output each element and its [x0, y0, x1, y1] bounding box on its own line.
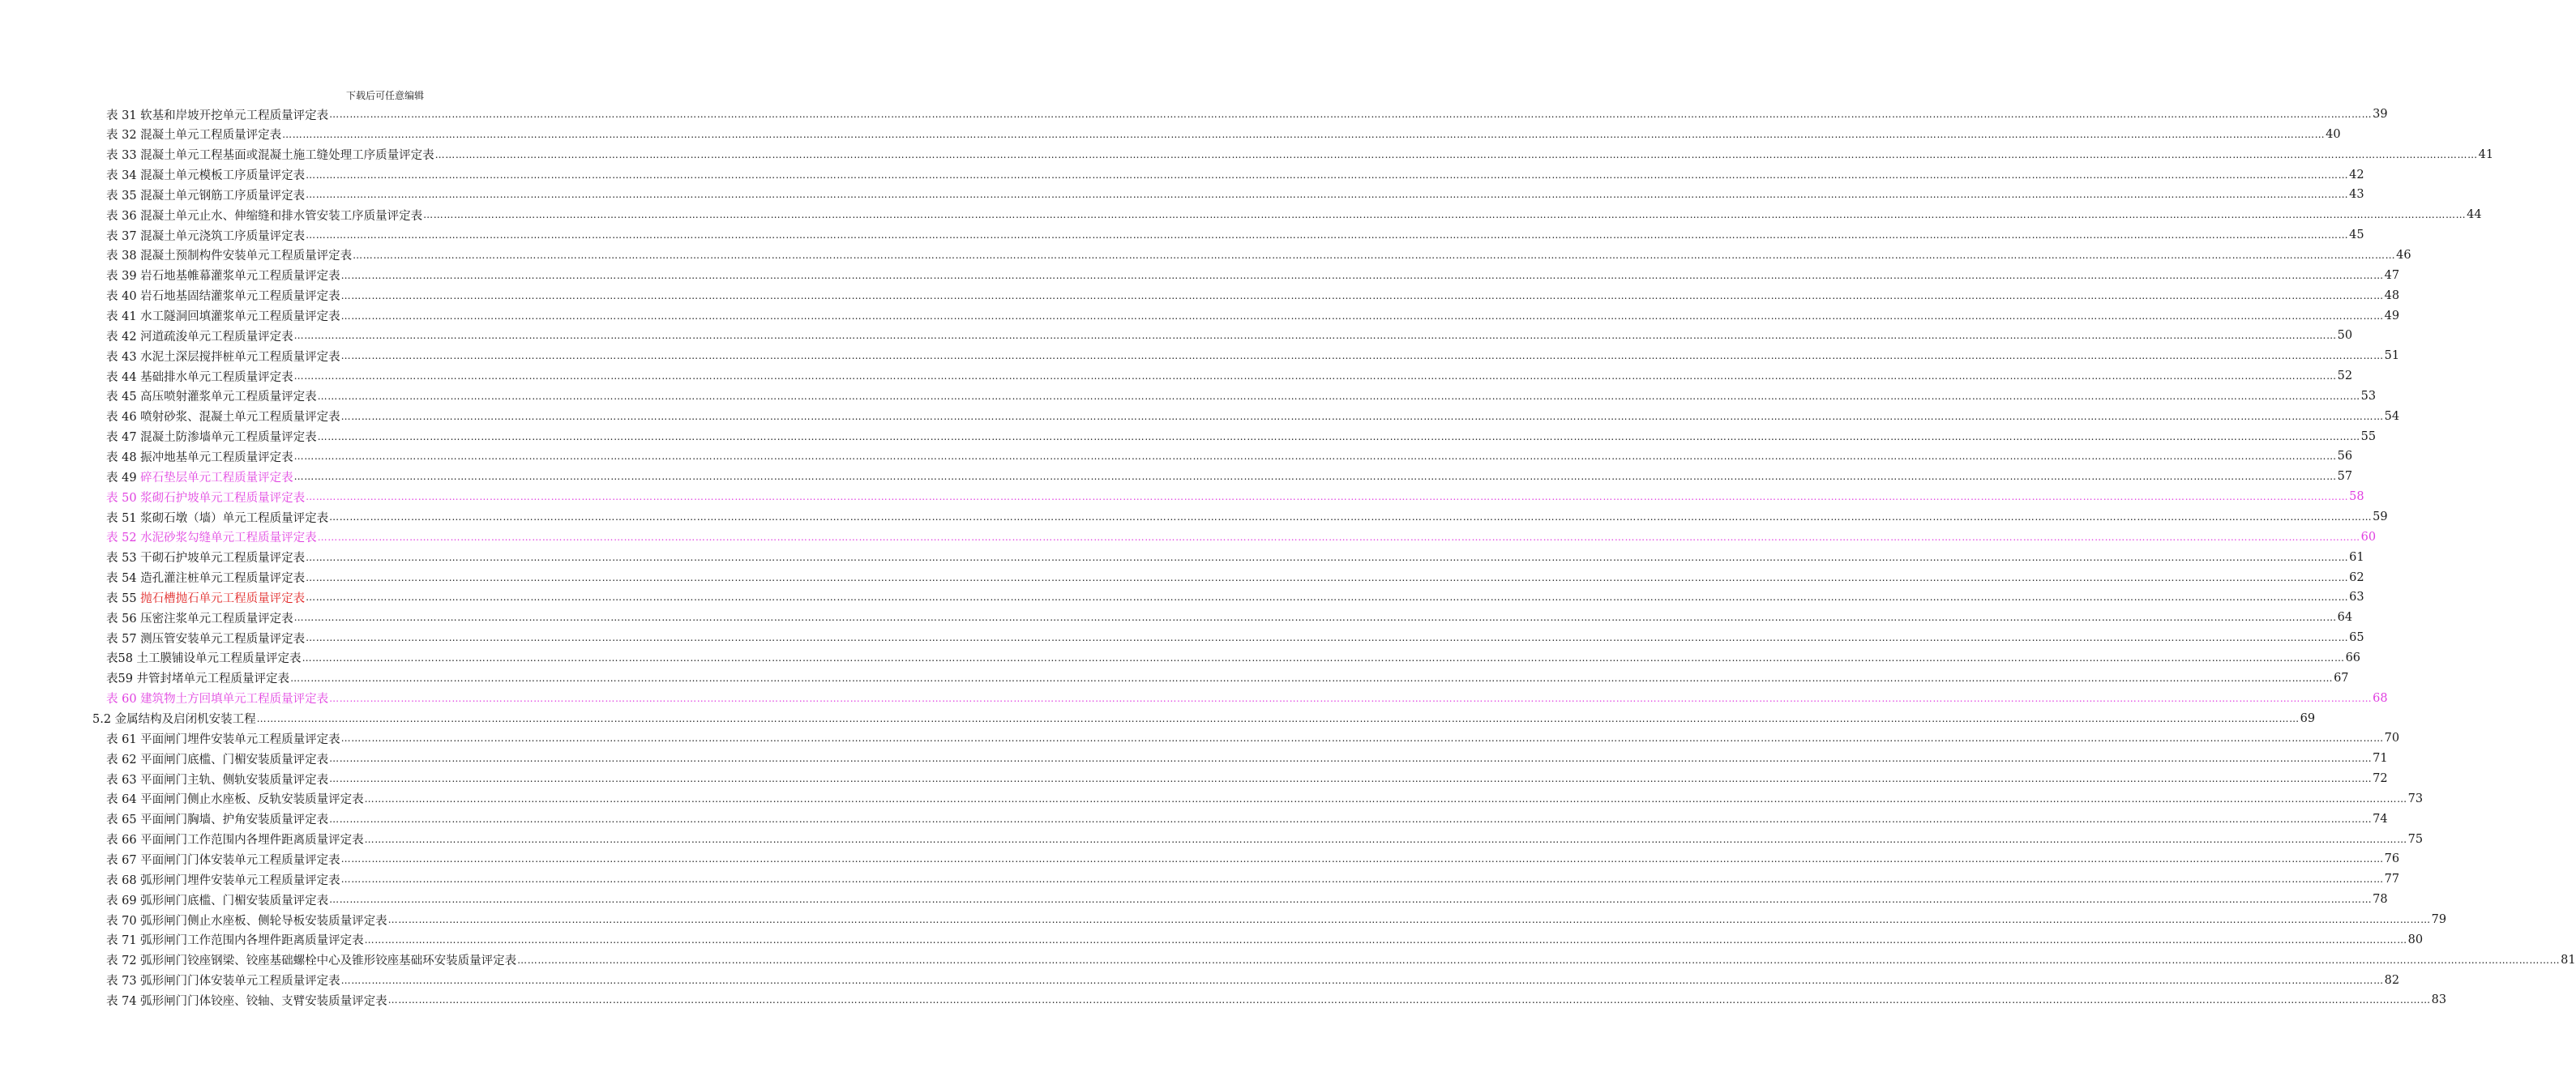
toc-entry-row[interactable] — [106, 246, 2411, 265]
toc-page-number: 72 — [2373, 772, 2388, 786]
toc-dot-leader: …………………………………………………………………………………………………………………………………………………………………………………………………………………………………………………………………………………………………………………………………………………………………………………………………………………………………………………………………………………………………………………………………………………… — [340, 974, 2384, 986]
toc-page-number: 43 — [2349, 188, 2364, 202]
toc-entry-row[interactable] — [106, 769, 2388, 788]
toc-page-number: 65 — [2349, 631, 2364, 645]
toc-entry-label: 表58 土工膜铺设单元工程质量评定表 — [106, 652, 302, 666]
toc-dot-leader: …………………………………………………………………………………………………………………………………………………………………………………………………………………………………………………………………………………………………………………………………………………………………………………………………………………………………………………………………………………………………………………………………………………… — [282, 128, 2326, 140]
toc-entry-row[interactable] — [106, 749, 2388, 768]
toc-dot-leader: …………………………………………………………………………………………………………………………………………………………………………………………………………………………………………………………………………………………………………………………………………………………………………………………………………………………………………………………………………………………………………………………………………………… — [293, 451, 2337, 463]
toc-page-number: 62 — [2349, 570, 2364, 584]
toc-entry-row[interactable] — [106, 890, 2388, 909]
toc-entry-label: 表 46 喷射砂浆、混凝土单元工程质量评定表 — [106, 411, 340, 425]
toc-entry-label: 表 51 浆砌石墩（墙）单元工程质量评定表 — [106, 511, 329, 525]
toc-entry-label: 表 44 基础排水单元工程质量评定表 — [106, 370, 293, 384]
toc-entry-row[interactable] — [106, 668, 2349, 688]
toc-page-number: 79 — [2431, 913, 2447, 926]
toc-page-number: 69 — [2300, 711, 2316, 725]
toc-page-number: 70 — [2384, 732, 2400, 745]
toc-page-number: 71 — [2373, 752, 2388, 766]
toc-entry-label: 表 71 弧形闸门工作范围内各埋件距离质量评定表 — [106, 934, 364, 948]
toc-page-number: 68 — [2373, 691, 2388, 705]
toc-dot-leader: …………………………………………………………………………………………………………………………………………………………………………………………………………………………………………………………………………………………………………………………………………………………………………………………………………………………………………………………………………………………………………………………………………………… — [423, 209, 2467, 221]
toc-entry-label: 表 39 岩石地基帷幕灌浆单元工程质量评定表 — [106, 270, 340, 284]
toc-page-number: 83 — [2431, 993, 2447, 1007]
toc-entry-row[interactable] — [106, 407, 2400, 426]
toc-entry-label: 表 53 干砌石护坡单元工程质量评定表 — [106, 552, 306, 566]
toc-entry-row[interactable] — [106, 507, 2388, 527]
toc-entry-label: 表 37 混凝土单元浇筑工序质量评定表 — [106, 229, 306, 243]
toc-entry-label: 表 43 水泥土深层搅拌桩单元工程质量评定表 — [106, 350, 340, 364]
toc-entry-label: 表 40 岩石地基固结灌浆单元工程质量评定表 — [106, 290, 340, 304]
toc-entry-row[interactable] — [106, 849, 2400, 869]
toc-entry-label: 表 47 混凝土防渗墙单元工程质量评定表 — [106, 431, 317, 445]
toc-dot-leader: …………………………………………………………………………………………………………………………………………………………………………………………………………………………………………………………………………………………………………………………………………………………………………………………………………………………………………………………………………………………………………………………………………………… — [387, 994, 2431, 1006]
toc-dot-leader: …………………………………………………………………………………………………………………………………………………………………………………………………………………………………………………………………………………………………………………………………………………………………………………………………………………………………………………………………………………………………………………………………………………… — [293, 612, 2337, 624]
toc-entry-row[interactable] — [106, 326, 2353, 345]
toc-page-number: 66 — [2345, 651, 2361, 664]
toc-entry-label: 表 60 建筑物土方回填单元工程质量评定表 — [106, 693, 329, 707]
toc-entry-row[interactable] — [106, 467, 2353, 486]
toc-entry-label: 表 67 平面闸门门体安装单元工程质量评定表 — [106, 853, 340, 867]
toc-dot-leader: …………………………………………………………………………………………………………………………………………………………………………………………………………………………………………………………………………………………………………………………………………………………………………………………………………………………………………………………………………………………………………………………………………………… — [317, 390, 2360, 402]
toc-entry-row[interactable] — [106, 306, 2400, 326]
toc-entry-label: 表 35 混凝土单元钢筋工序质量评定表 — [106, 189, 306, 203]
toc-entry-row[interactable] — [106, 608, 2353, 627]
toc-page-number: 61 — [2349, 550, 2364, 564]
toc-page-number: 46 — [2396, 248, 2411, 262]
toc-page-number: 41 — [2478, 147, 2494, 161]
toc-page-number: 59 — [2373, 510, 2388, 523]
toc-entry-row[interactable] — [106, 830, 2424, 849]
toc-entry-row[interactable] — [106, 427, 2377, 446]
toc-page-number: 51 — [2384, 349, 2400, 363]
toc-entry-row[interactable] — [106, 145, 2494, 164]
toc-entry-row[interactable] — [106, 990, 2447, 1010]
toc-entry-label: 表 64 平面闸门侧止水座板、反轨安装质量评定表 — [106, 793, 364, 807]
toc-entry-row[interactable] — [106, 205, 2482, 224]
toc-dot-leader: …………………………………………………………………………………………………………………………………………………………………………………………………………………………………………………………………………………………………………………………………………………………………………………………………………………………………………………………………………………………………………………………………………………… — [306, 491, 2349, 503]
toc-entry-row[interactable] — [106, 809, 2388, 829]
toc-entry-label: 表 66 平面闸门工作范围内各埋件距离质量评定表 — [106, 834, 364, 848]
toc-entry-label: 表 32 混凝土单元工程质量评定表 — [106, 129, 282, 143]
toc-entry-label: 表 55 抛石槽抛石单元工程质量评定表 — [106, 591, 306, 605]
toc-entry-row[interactable] — [106, 165, 2364, 185]
toc-entry-label: 表 70 弧形闸门侧止水座板、侧轮导板安装质量评定表 — [106, 914, 387, 928]
toc-entry-row[interactable] — [106, 930, 2424, 950]
toc-entry-row[interactable] — [106, 789, 2424, 809]
toc-entry-label: 表 74 弧形闸门门体铰座、铰轴、支臂安装质量评定表 — [106, 994, 387, 1008]
toc-page-number: 55 — [2360, 429, 2377, 443]
toc-dot-leader: …………………………………………………………………………………………………………………………………………………………………………………………………………………………………………………………………………………………………………………………………………………………………………………………………………………………………………………………………………………………………………………………………………………… — [340, 732, 2384, 745]
toc-entry-row[interactable] — [106, 225, 2364, 245]
page-header: 下载后可任意编辑 — [345, 90, 424, 101]
toc-dot-leader: …………………………………………………………………………………………………………………………………………………………………………………………………………………………………………………………………………………………………………………………………………………………………………………………………………………………………………………………………………………………………………………………………………………… — [340, 269, 2384, 281]
toc-dot-leader: …………………………………………………………………………………………………………………………………………………………………………………………………………………………………………………………………………………………………………………………………………………………………………………………………………………………………………………………………………………………………………………………………………………… — [340, 873, 2384, 886]
toc-page-number: 48 — [2384, 288, 2400, 302]
toc-page-number: 57 — [2337, 470, 2353, 484]
toc-entry-label: 表 62 平面闸门底槛、门楣安装质量评定表 — [106, 753, 329, 767]
toc-entry-label: 表 34 混凝土单元模板工序质量评定表 — [106, 169, 306, 183]
toc-entry-row[interactable] — [106, 568, 2364, 587]
toc-page-number: 82 — [2384, 973, 2400, 987]
toc-dot-leader: …………………………………………………………………………………………………………………………………………………………………………………………………………………………………………………………………………………………………………………………………………………………………………………………………………………………………………………………………………………………………………………………………………………… — [364, 792, 2407, 805]
toc-entry-label: 表 61 平面闸门埋件安装单元工程质量评定表 — [106, 732, 340, 746]
toc-entry-row[interactable] — [106, 185, 2364, 204]
toc-entry-label: 表 31 软基和岸坡开挖单元工程质量评定表 — [106, 109, 329, 122]
toc-entry-row[interactable] — [106, 869, 2400, 889]
toc-page-number: 54 — [2384, 409, 2400, 423]
toc-dot-leader: …………………………………………………………………………………………………………………………………………………………………………………………………………………………………………………………………………………………………………………………………………………………………………………………………………………………………………………………………………………………………………………………………………………… — [317, 531, 2360, 543]
toc-dot-leader: …………………………………………………………………………………………………………………………………………………………………………………………………………………………………………………………………………………………………………………………………………………………………………………………………………………………………………………………………………………………………………………………………………………… — [317, 430, 2360, 442]
toc-dot-leader: …………………………………………………………………………………………………………………………………………………………………………………………………………………………………………………………………………………………………………………………………………………………………………………………………………………………………………………………………………………………………………………………………………………… — [517, 954, 2561, 966]
toc-dot-leader: …………………………………………………………………………………………………………………………………………………………………………………………………………………………………………………………………………………………………………………………………………………………………………………………………………………………………………………………………………………………………………………………………………………… — [329, 511, 2373, 523]
toc-dot-leader: …………………………………………………………………………………………………………………………………………………………………………………………………………………………………………………………………………………………………………………………………………………………………………………………………………………………………………………………………………………………………………………………………………………… — [340, 350, 2384, 362]
toc-entry-label: 表 56 压密注浆单元工程质量评定表 — [106, 612, 293, 626]
toc-entry-label: 表 36 混凝土单元止水、伸缩缝和排水管安装工序质量评定表 — [106, 209, 423, 223]
toc-dot-leader: …………………………………………………………………………………………………………………………………………………………………………………………………………………………………………………………………………………………………………………………………………………………………………………………………………………………………………………………………………………………………………………………………………………… — [306, 551, 2349, 563]
toc-dot-leader: …………………………………………………………………………………………………………………………………………………………………………………………………………………………………………………………………………………………………………………………………………………………………………………………………………………………………………………………………………………………………………………………………………………… — [302, 651, 2345, 664]
toc-page-number: 56 — [2337, 450, 2353, 463]
toc-page-number: 73 — [2407, 792, 2424, 805]
toc-dot-leader: …………………………………………………………………………………………………………………………………………………………………………………………………………………………………………………………………………………………………………………………………………………………………………………………………………………………………………………………………………………………………………………………………………………… — [329, 753, 2373, 765]
toc-page-number: 67 — [2334, 671, 2349, 685]
toc-page-number: 42 — [2349, 168, 2364, 182]
toc-page-number: 78 — [2373, 893, 2388, 907]
toc-dot-leader: …………………………………………………………………………………………………………………………………………………………………………………………………………………………………………………………………………………………………………………………………………………………………………………………………………………………………………………………………………………………………………………………………………………… — [306, 571, 2349, 583]
toc-dot-leader: …………………………………………………………………………………………………………………………………………………………………………………………………………………………………………………………………………………………………………………………………………………………………………………………………………………………………………………………………………………………………………………………………………………… — [329, 813, 2373, 825]
toc-page-number: 76 — [2384, 852, 2400, 866]
toc-entry-label: 表 73 弧形闸门门体安装单元工程质量评定表 — [106, 975, 340, 989]
toc-entry-row[interactable] — [106, 648, 2361, 668]
toc-page-number: 74 — [2373, 812, 2388, 826]
toc-entry-row[interactable] — [106, 971, 2400, 990]
toc-dot-leader: …………………………………………………………………………………………………………………………………………………………………………………………………………………………………………………………………………………………………………………………………………………………………………………………………………………………………………………………………………………………………………………………………………………… — [329, 109, 2373, 120]
toc-dot-leader: …………………………………………………………………………………………………………………………………………………………………………………………………………………………………………………………………………………………………………………………………………………………………………………………………………………………………………………………………………………………………………………………………………………… — [306, 591, 2349, 604]
toc-dot-leader: …………………………………………………………………………………………………………………………………………………………………………………………………………………………………………………………………………………………………………………………………………………………………………………………………………………………………………………………………………………………………………………………………………………… — [293, 471, 2337, 483]
toc-dot-leader: …………………………………………………………………………………………………………………………………………………………………………………………………………………………………………………………………………………………………………………………………………………………………………………………………………………………………………………………………………………………………………………………………………………… — [293, 330, 2337, 342]
toc-entry-row[interactable] — [106, 125, 2341, 144]
toc-entry-label: 表 49 碎石垫层单元工程质量评定表 — [106, 471, 293, 485]
toc-entry-row[interactable] — [106, 386, 2377, 406]
toc-entry-row[interactable] — [106, 527, 2377, 547]
toc-entry-label: 表 69 弧形闸门底槛、门楣安装质量评定表 — [106, 894, 329, 908]
toc-entry-label: 表 52 水泥砂浆勾缝单元工程质量评定表 — [106, 532, 317, 545]
toc-page-number: 50 — [2337, 329, 2353, 343]
toc-entry-label: 表 41 水工隧洞回填灌浆单元工程质量评定表 — [106, 310, 340, 323]
toc-page-number: 77 — [2384, 873, 2400, 886]
toc-entry-label: 表59 井管封堵单元工程质量评定表 — [106, 673, 290, 686]
toc-dot-leader: …………………………………………………………………………………………………………………………………………………………………………………………………………………………………………………………………………………………………………………………………………………………………………………………………………………………………………………………………………………………………………………………………………………… — [353, 249, 2396, 261]
toc-dot-leader: …………………………………………………………………………………………………………………………………………………………………………………………………………………………………………………………………………………………………………………………………………………………………………………………………………………………………………………………………………………………………………………………………………………… — [329, 894, 2373, 906]
toc-page-number: 75 — [2407, 832, 2424, 846]
toc-entry-label: 表 65 平面闸门胸墙、护角安装质量评定表 — [106, 814, 329, 827]
toc-entry-row[interactable] — [106, 587, 2364, 607]
toc-dot-leader: …………………………………………………………………………………………………………………………………………………………………………………………………………………………………………………………………………………………………………………………………………………………………………………………………………………………………………………………………………………………………………………………………………………… — [306, 632, 2349, 644]
toc-dot-leader: …………………………………………………………………………………………………………………………………………………………………………………………………………………………………………………………………………………………………………………………………………………………………………………………………………………………………………………………………………………………………………………………………………………… — [340, 853, 2384, 865]
toc-entry-row[interactable] — [106, 487, 2364, 506]
toc-dot-leader: …………………………………………………………………………………………………………………………………………………………………………………………………………………………………………………………………………………………………………………………………………………………………………………………………………………………………………………………………………………………………………………………………………………… — [387, 914, 2431, 925]
toc-entry-row[interactable] — [106, 628, 2364, 647]
toc-page-number: 52 — [2337, 369, 2353, 383]
toc-dot-leader: …………………………………………………………………………………………………………………………………………………………………………………………………………………………………………………………………………………………………………………………………………………………………………………………………………………………………………………………………………………………………………………………………………………… — [306, 189, 2349, 201]
toc-entry-row[interactable] — [106, 950, 2576, 970]
toc-page-number: 58 — [2349, 490, 2364, 504]
toc-page-number: 53 — [2360, 389, 2377, 403]
toc-dot-leader: …………………………………………………………………………………………………………………………………………………………………………………………………………………………………………………………………………………………………………………………………………………………………………………………………………………………………………………………………………………………………………………………………………………… — [290, 672, 2334, 684]
toc-dot-leader: …………………………………………………………………………………………………………………………………………………………………………………………………………………………………………………………………………………………………………………………………………………………………………………………………………………………………………………………………………………………………………………………………………………… — [256, 712, 2300, 724]
toc-entry-row[interactable] — [106, 266, 2400, 285]
toc-entry-label: 表 38 混凝土预制构件安装单元工程质量评定表 — [106, 250, 353, 263]
toc-page-number: 44 — [2467, 208, 2482, 222]
toc-dot-leader: …………………………………………………………………………………………………………………………………………………………………………………………………………………………………………………………………………………………………………………………………………………………………………………………………………………………………………………………………………………………………………………………………………………… — [340, 410, 2384, 422]
toc-entry-label: 表 68 弧形闸门埋件安装单元工程质量评定表 — [106, 873, 340, 887]
toc-entry-label: 表 63 平面闸门主轨、侧轨安装质量评定表 — [106, 773, 329, 787]
toc-entry-row[interactable] — [106, 366, 2353, 386]
toc-dot-leader: …………………………………………………………………………………………………………………………………………………………………………………………………………………………………………………………………………………………………………………………………………………………………………………………………………………………………………………………………………………………………………………………………………………… — [329, 692, 2373, 704]
toc-entry-row[interactable] — [106, 105, 2388, 124]
toc-page-number: 45 — [2349, 228, 2364, 242]
toc-entry-row[interactable] — [106, 548, 2364, 567]
toc-entry-label: 表 72 弧形闸门铰座钢梁、铰座基础螺栓中心及锥形铰座基础环安装质量评定表 — [106, 954, 517, 968]
toc-entry-label: 表 54 造孔灌注桩单元工程质量评定表 — [106, 572, 306, 586]
toc-entry-label: 表 48 振冲地基单元工程质量评定表 — [106, 451, 293, 464]
toc-entry-row[interactable] — [106, 910, 2447, 929]
toc-entry-label: 表 57 测压管安装单元工程质量评定表 — [106, 632, 306, 646]
toc-page-number: 80 — [2407, 933, 2424, 946]
toc-page-number: 40 — [2326, 127, 2341, 141]
toc-entry-label: 表 45 高压喷射灌浆单元工程质量评定表 — [106, 391, 317, 404]
toc-dot-leader: …………………………………………………………………………………………………………………………………………………………………………………………………………………………………………………………………………………………………………………………………………………………………………………………………………………………………………………………………………………………………………………………………………………… — [306, 169, 2349, 181]
toc-page-number: 49 — [2384, 309, 2400, 322]
toc-dot-leader: …………………………………………………………………………………………………………………………………………………………………………………………………………………………………………………………………………………………………………………………………………………………………………………………………………………………………………………………………………………………………………………………………………………… — [364, 933, 2407, 946]
toc-entry-row[interactable] — [106, 286, 2400, 305]
toc-page-number: 64 — [2337, 611, 2353, 625]
toc-page-number: 39 — [2373, 108, 2388, 121]
toc-entry-label: 表 50 浆砌石护坡单元工程质量评定表 — [106, 491, 306, 505]
toc-dot-leader: …………………………………………………………………………………………………………………………………………………………………………………………………………………………………………………………………………………………………………………………………………………………………………………………………………………………………………………………………………………………………………………………………………………… — [364, 833, 2407, 845]
toc-dot-leader: …………………………………………………………………………………………………………………………………………………………………………………………………………………………………………………………………………………………………………………………………………………………………………………………………………………………………………………………………………………………………………………………………………………… — [306, 229, 2349, 241]
toc-page-number: 47 — [2384, 268, 2400, 282]
toc-dot-leader: …………………………………………………………………………………………………………………………………………………………………………………………………………………………………………………………………………………………………………………………………………………………………………………………………………………………………………………………………………………………………………………………………………………… — [293, 370, 2337, 382]
toc-entry-label: 5.2 金属结构及启闭机安装工程 — [92, 713, 256, 726]
toc-dot-leader: …………………………………………………………………………………………………………………………………………………………………………………………………………………………………………………………………………………………………………………………………………………………………………………………………………………………………………………………………………………………………………………………………………………… — [340, 310, 2384, 322]
toc-page-number: 81 — [2561, 953, 2576, 967]
toc-page-number: 63 — [2349, 591, 2364, 604]
toc-entry-row[interactable] — [106, 728, 2400, 748]
toc-dot-leader: …………………………………………………………………………………………………………………………………………………………………………………………………………………………………………………………………………………………………………………………………………………………………………………………………………………………………………………………………………………………………………………………………………………… — [340, 289, 2384, 301]
toc-entry-row[interactable] — [106, 689, 2388, 708]
toc-dot-leader: …………………………………………………………………………………………………………………………………………………………………………………………………………………………………………………………………………………………………………………………………………………………………………………………………………………………………………………………………………………………………………………………………………………… — [434, 148, 2478, 160]
toc-dot-leader: …………………………………………………………………………………………………………………………………………………………………………………………………………………………………………………………………………………………………………………………………………………………………………………………………………………………………………………………………………………………………………………………………………………… — [329, 773, 2373, 785]
toc-page-number: 60 — [2360, 530, 2377, 544]
toc-entry-row[interactable] — [106, 446, 2353, 466]
toc-section-row[interactable] — [92, 709, 2316, 728]
toc-entry-row[interactable] — [106, 346, 2400, 365]
toc-entry-label: 表 42 河道疏浚单元工程质量评定表 — [106, 330, 293, 344]
toc-entry-label: 表 33 混凝土单元工程基面或混凝土施工缝处理工序质量评定表 — [106, 149, 434, 163]
